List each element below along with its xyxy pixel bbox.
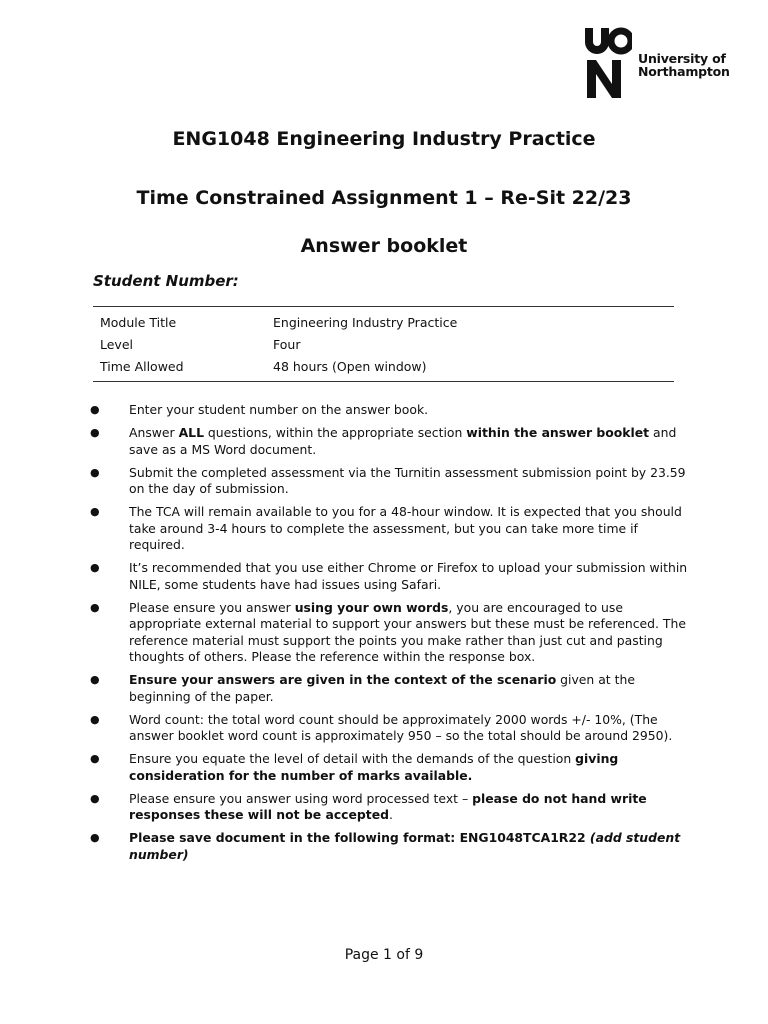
table-row xyxy=(93,334,674,356)
body-text: Answer xyxy=(129,425,179,440)
bold-text: please do not hand write responses these will not be accepted xyxy=(129,790,647,822)
bullet-icon: ● xyxy=(90,791,100,805)
bullet-icon: ● xyxy=(90,752,100,765)
student-number-label: Student Number: xyxy=(93,272,239,290)
info-key: Module Title xyxy=(100,315,177,330)
list-item xyxy=(88,600,688,666)
bullet-icon: ● xyxy=(90,561,100,574)
list-item xyxy=(88,751,688,784)
body-text: questions, within the appropriate section xyxy=(203,425,467,440)
info-key: Level xyxy=(100,337,133,352)
university-logo xyxy=(584,26,744,100)
body-text: Please ensure you answer xyxy=(129,599,295,615)
body-text: The TCA will remain available to you for a 48-hour window. It is expected that you should take around 3-4 hours to complete the assessment, but you can take more time if required. xyxy=(129,504,682,552)
body-text: . xyxy=(388,807,393,822)
bullet-icon: ● xyxy=(90,712,100,726)
list-item xyxy=(88,712,688,745)
bullet-icon: ● xyxy=(90,831,100,844)
info-key: Time Allowed xyxy=(100,359,184,374)
info-value: 48 hours (Open window) xyxy=(273,359,427,374)
body-text: and save as a MS Word document. xyxy=(129,425,677,457)
course-title: ENG1048 Engineering Industry Practice xyxy=(172,128,596,150)
bold-text: Please save document in the following format: ENG1048TCA1R22 xyxy=(129,830,590,845)
bold-text: (add student number) xyxy=(129,830,681,862)
body-text: Word count: the total word count should be approximately 2000 words +/- 10%, (The answer booklet word count is approximately 950 – so the total should be around 2950). xyxy=(129,711,673,743)
list-item xyxy=(88,504,688,554)
bold-text: within the answer booklet xyxy=(466,425,650,440)
bold-text: ALL xyxy=(178,425,204,440)
body-text: Please ensure you answer using word processed text – xyxy=(129,790,473,806)
table-row xyxy=(93,356,674,384)
bold-text: giving consideration for the number of marks available. xyxy=(129,751,619,783)
list-item xyxy=(88,791,688,824)
logo-line-2: Northampton xyxy=(638,64,730,79)
list-item xyxy=(88,672,688,705)
bullet-icon: ● xyxy=(90,426,100,439)
logo-line-1: University of xyxy=(638,51,726,66)
bullet-icon: ● xyxy=(90,600,100,614)
body-text: , you are encouraged to use appropriate external material to support your answers but these must be referenced. The reference material must support the points you make rather than just cut and pasting thoughts of others. Please the reference within the response box. xyxy=(129,599,686,664)
bold-text: using your own words xyxy=(294,599,449,615)
body-text: Submit the completed assessment via the Turnitin assessment submission point by 23.59 on the day of submission. xyxy=(129,464,686,496)
bold-text: Ensure your answers are given in the context of the scenario xyxy=(129,672,557,687)
list-item xyxy=(88,465,688,498)
info-value: Four xyxy=(273,337,301,352)
bullet-icon: ● xyxy=(90,505,100,518)
body-text: It’s recommended that you use either Chrome or Firefox to upload your submission within NILE, some students have had issues using Safari. xyxy=(129,560,688,592)
assignment-title: Time Constrained Assignment 1 – Re-Sit 22/23 xyxy=(136,187,632,209)
list-item xyxy=(88,830,688,863)
list-item xyxy=(88,560,688,593)
instructions-list xyxy=(88,402,688,870)
logo-wordmark xyxy=(638,52,730,78)
page-number: Page 1 of 9 xyxy=(344,947,424,963)
uon-monogram-icon xyxy=(584,26,632,98)
table-row xyxy=(93,307,674,334)
table-bottom-rule xyxy=(93,381,674,382)
body-text: Ensure you equate the level of detail with the demands of the question xyxy=(129,751,576,766)
bullet-icon: ● xyxy=(90,465,100,479)
body-text: Enter your student number on the answer book. xyxy=(129,402,429,417)
list-item xyxy=(88,402,688,419)
body-text: given at the beginning of the paper. xyxy=(129,672,635,704)
bullet-icon: ● xyxy=(90,673,100,686)
info-value: Engineering Industry Practice xyxy=(273,315,458,330)
booklet-title: Answer booklet xyxy=(300,235,468,257)
list-item xyxy=(88,425,688,458)
module-info-table xyxy=(93,307,674,384)
bullet-icon: ● xyxy=(90,403,100,416)
